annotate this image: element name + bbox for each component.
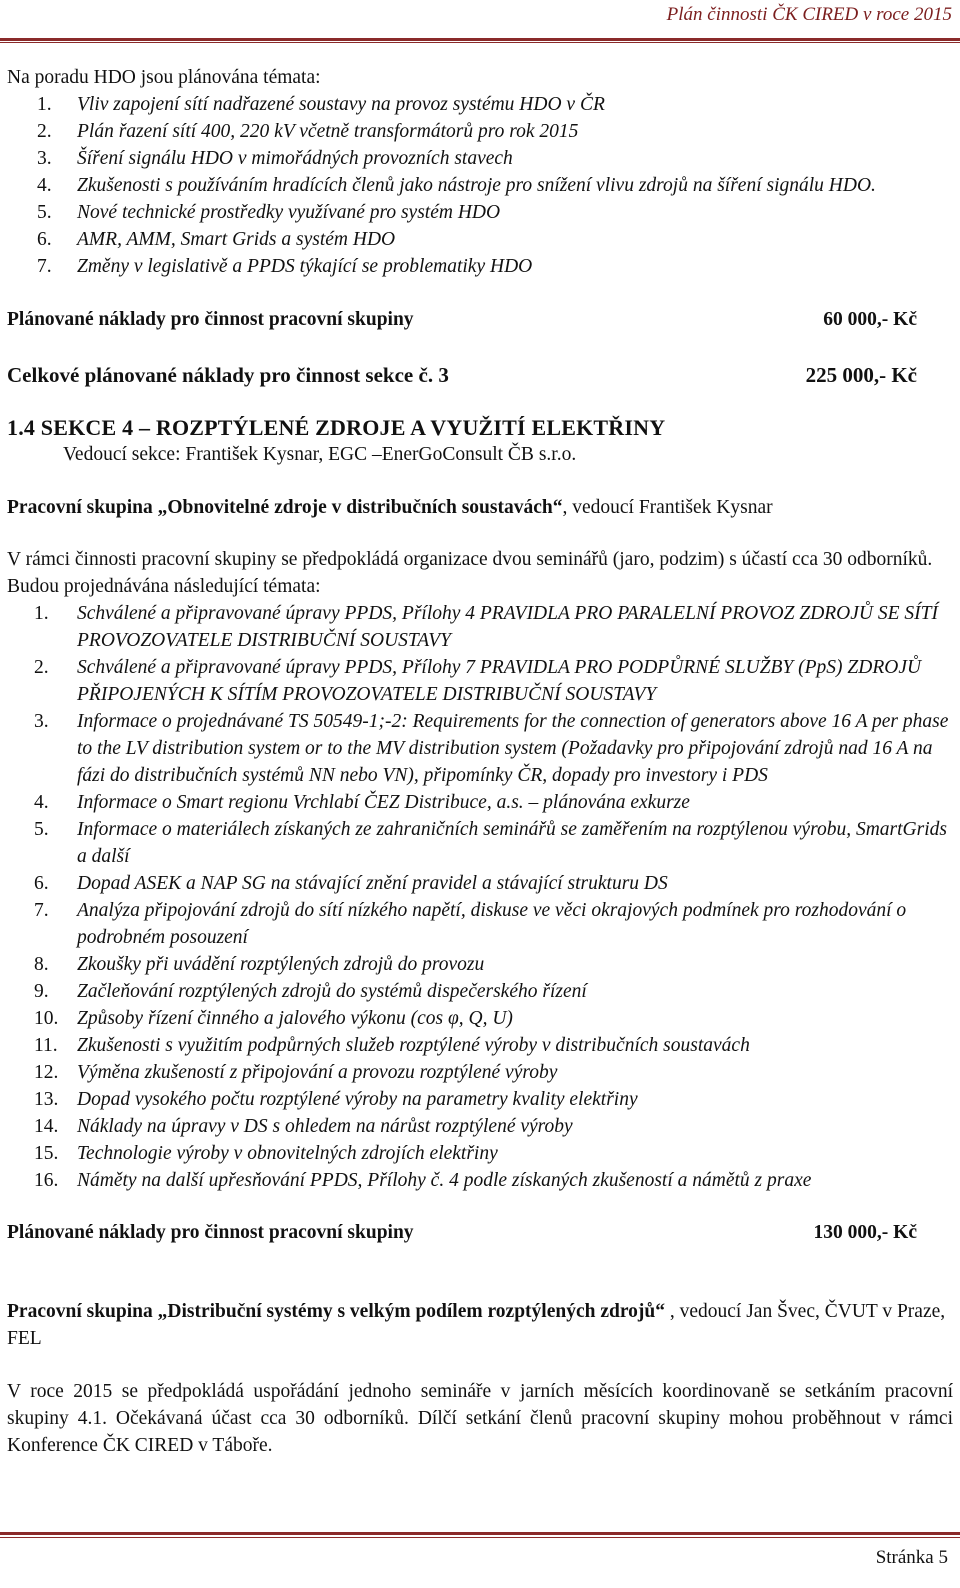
- section4-leader: Vedoucí sekce: František Kysnar, EGC –EnerGoConsult ČB s.r.o.: [63, 444, 577, 465]
- list-item: 10. Způsoby řízení činného a jalového výkonu (cos φ, Q, U): [34, 1008, 513, 1029]
- list-item: 7. Změny v legislativě a PPDS týkající se problematiky HDO: [37, 256, 533, 277]
- hdo-intro: Na poradu HDO jsou plánována témata:: [7, 67, 321, 88]
- section3-total-line: [7, 362, 953, 389]
- group1-cost-line: [7, 1219, 953, 1246]
- list-item: 3. Šíření signálu HDO v mimořádných provozních stavech: [37, 148, 513, 169]
- footer-rule: [0, 1532, 960, 1535]
- list-item: 1. Schválené a připravované úpravy PPDS, Přílohy 4 PRAVIDLA PRO PARALELNÍ PROVOZ ZDROJŮ SE SÍTÍ PROVOZOVATELE DISTRIBUČNÍ SOUSTAVY: [34, 603, 938, 651]
- list-item: 14. Náklady na úpravy v DS s ohledem na nárůst rozptýlené výroby: [34, 1116, 573, 1137]
- footer-rule-thin: [0, 1537, 960, 1538]
- cost-label: Plánované náklady pro činnost pracovní skupiny: [7, 309, 414, 330]
- cost-value: 130 000,- Kč: [813, 1222, 917, 1243]
- list-item: 1. Vliv zapojení sítí nadřazené soustavy na provoz systému HDO v ČR: [37, 94, 605, 115]
- content: [7, 64, 953, 1459]
- total-value: 225 000,- Kč: [805, 363, 917, 387]
- list-item: 4. Informace o Smart regionu Vrchlabí ČEZ Distribuce, a.s. – plánována exkurze: [34, 792, 690, 813]
- cost-label: Plánované náklady pro činnost pracovní skupiny: [7, 1222, 414, 1243]
- list-item: 16. Náměty na další upřesňování PPDS, Přílohy č. 4 podle získaných zkušeností a námětů z praxe: [34, 1170, 812, 1191]
- list-item: 8. Zkoušky při uvádění rozptýlených zdrojů do provozu: [34, 954, 485, 975]
- header-title: Plán činnosti ČK CIRED v roce 2015: [666, 4, 952, 25]
- header-rule: [0, 38, 960, 41]
- list-item: 7. Analýza připojování zdrojů do sítí nízkého napětí, diskuse ve věci okrajových podmínek pro rozhodování o podrobném posouzení: [34, 900, 907, 948]
- list-item: 12. Výměna zkušeností z připojování a provozu rozptýlené výroby: [34, 1062, 558, 1083]
- list-item: 15. Technologie výroby v obnovitelných zdrojích elektřiny: [34, 1143, 498, 1164]
- list-item: 4. Zkušenosti s používáním hradících členů jako nástroje pro snížení vlivu zdrojů na šíření signálu HDO.: [37, 175, 876, 196]
- list-item: 2. Schválené a připravované úpravy PPDS, Přílohy 7 PRAVIDLA PRO PODPŮRNÉ SLUŽBY (PpS) ZDROJŮ PŘIPOJENÝCH K SÍTÍM PROVOZOVATELE DISTRIBUČNÍ SOUSTAVY: [34, 657, 922, 705]
- list-item: 13. Dopad vysokého počtu rozptýlené výroby na parametry kvality elektřiny: [34, 1089, 638, 1110]
- hdo-cost-line: [7, 306, 953, 333]
- total-label: Celkové plánované náklady pro činnost sekce č. 3: [7, 363, 449, 387]
- list-item: 6. AMR, AMM, Smart Grids a systém HDO: [37, 229, 396, 250]
- list-item: 6. Dopad ASEK a NAP SG na stávající znění pravidel a stávající strukturu DS: [34, 873, 668, 894]
- header-rule-thin: [0, 42, 960, 43]
- group2-title: Pracovní skupina „Distribuční systémy s velkým podílem rozptýlených zdrojů“ , vedoucí Jan Švec, ČVUT v Praze, FEL: [7, 1301, 946, 1349]
- group1-title: Pracovní skupina „Obnovitelné zdroje v distribučních soustavách“, vedoucí František Kysnar: [7, 497, 773, 518]
- list-item: 9. Začleňování rozptýlených zdrojů do systémů dispečerského řízení: [34, 981, 587, 1002]
- list-item: 11. Zkušenosti s využitím podpůrných služeb rozptýlené výroby v distribučních soustavách: [34, 1035, 750, 1056]
- group2-body: V roce 2015 se předpokládá uspořádání jednoho semináře v jarních měsících koordinovaně se setkáním pracovní skupiny 4.1. Očekávaná účast cca 30 odborníků. Dílčí setkání členů pracovní skupiny mohou proběhnout v rámci Konference ČK CIRED v Táboře.: [7, 1381, 953, 1456]
- group1-intro: V rámci činnosti pracovní skupiny se předpokládá organizace dvou seminářů (jaro, podzim) s účastí cca 30 odborníků. Budou projednávána následující témata:: [7, 549, 933, 597]
- group1-topic-list: [7, 600, 953, 1194]
- list-item: 5. Informace o materiálech získaných ze zahraničních seminářů se zaměřením na rozptýlenou výrobu, SmartGrids a další: [34, 819, 947, 867]
- list-item: 3. Informace o projednávané TS 50549-1;-2: Requirements for the connection of generators above 16 A per phase to the LV distribution system or to the MV distribution system (Požadavky pro připojování zdrojů nad 16 A na fázi do distribučních systémů NN nebo VN), připomínky ČR, dopady pro investory i PDS: [34, 711, 949, 786]
- hdo-topic-list: [7, 91, 953, 280]
- list-item: 2. Plán řazení sítí 400, 220 kV včetně transformátorů pro rok 2015: [37, 121, 579, 142]
- cost-value: 60 000,- Kč: [823, 309, 917, 330]
- page-number: Stránka 5: [875, 1547, 948, 1568]
- list-item: 5. Nové technické prostředky využívané pro systém HDO: [37, 202, 501, 223]
- section4-heading: 1.4 SEKCE 4 – ROZPTÝLENÉ ZDROJE A VYUŽITÍ ELEKTŘINY: [7, 415, 666, 440]
